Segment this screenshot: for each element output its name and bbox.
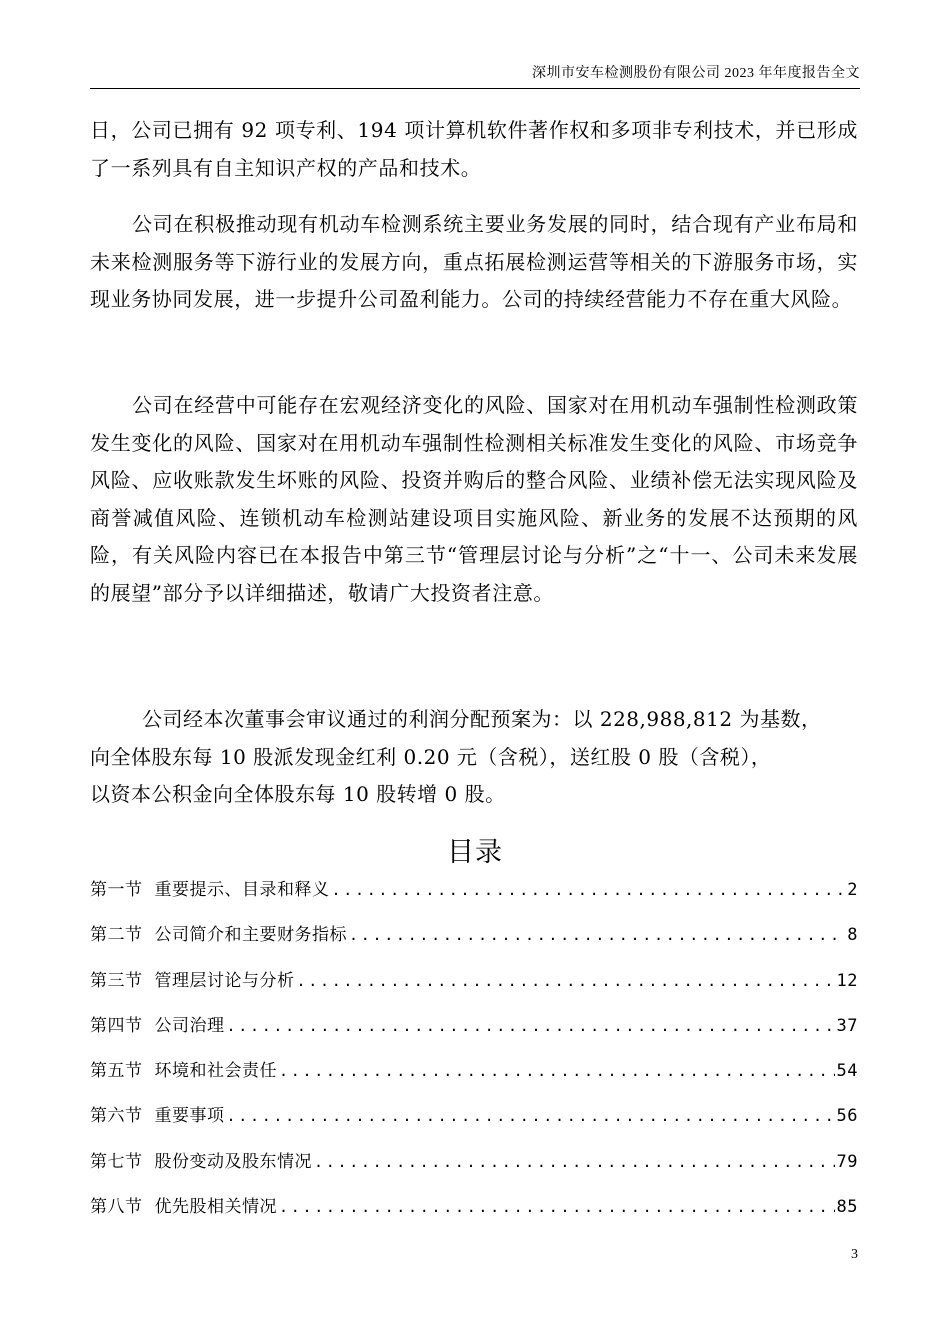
paragraph-profit-distribution: [90, 701, 858, 814]
toc-leader-dots: [227, 1101, 835, 1131]
toc-section-name: 公司简介和主要财务指标: [154, 925, 347, 946]
toc-heading: 目录: [447, 837, 503, 868]
toc-page-number: 85: [836, 1197, 858, 1218]
toc-leader-dots: [332, 875, 846, 905]
toc-page-number: 79: [836, 1151, 858, 1172]
paragraph-business-development: 公司在积极推动现有机动车检测系统主要业务发展的同时，结合现有产业布局和未来检测服务等下游行业的发展方向，重点拓展检测运营等相关的下游服务市场，实现业务协同发展，进一步提升公司盈利能力。公司的持续经营能力不存在重大风险。: [90, 212, 858, 311]
toc-entry[interactable]: [90, 875, 858, 920]
toc-section-name: 环境和社会责任: [154, 1061, 277, 1082]
toc-entry[interactable]: [90, 1101, 858, 1146]
toc-leader-dots: [297, 966, 835, 996]
paragraph-patents: 日，公司已拥有 92 项专利、194 项计算机软件著作权和多项非专利技术，并已形成了一系列具有自主知识产权的产品和技术。: [90, 118, 858, 180]
toc-section-number: 第八节: [90, 1197, 143, 1218]
toc-section-name: 优先股相关情况: [154, 1197, 277, 1218]
toc-section-number: 第三节: [90, 970, 143, 991]
toc-leader-dots: [314, 1147, 835, 1177]
profit-distribution-line-1: 公司经本次董事会审议通过的利润分配预案为：以 228,988,812 为基数，: [142, 707, 822, 731]
toc-entry[interactable]: [90, 1192, 858, 1237]
toc-section-number: 第四节: [90, 1015, 143, 1036]
page-number: 3: [851, 1247, 858, 1262]
toc-section-number: 第五节: [90, 1061, 143, 1082]
toc-section-name: 管理层讨论与分析: [154, 970, 295, 991]
report-title: 深圳市安车检测股份有限公司 2023 年年度报告全文: [532, 66, 860, 81]
toc-entry[interactable]: [90, 966, 858, 1011]
toc-leader-dots: [349, 920, 845, 950]
profit-distribution-line-3: 以资本公积金向全体股东每 10 股转增 0 股。: [90, 782, 506, 806]
toc-entry[interactable]: [90, 1011, 858, 1056]
toc-leader-dots: [279, 1056, 835, 1086]
toc-section-name: 重要提示、目录和释义: [154, 880, 330, 900]
toc-leader-dots: [227, 1011, 835, 1041]
toc-page-number: 37: [836, 1015, 858, 1036]
page-header: [90, 62, 860, 89]
profit-distribution-line-2: 向全体股东每 10 股派发现金红利 0.20 元（含税），送红股 0 股（含税），: [90, 744, 772, 769]
toc-entry[interactable]: [90, 1147, 858, 1192]
toc-leader-dots: [279, 1192, 835, 1222]
toc-entry[interactable]: [90, 1056, 858, 1101]
toc-page-number: 54: [836, 1061, 858, 1082]
toc-section-number: 第七节: [90, 1151, 143, 1172]
table-of-contents: [90, 875, 858, 1237]
toc-section-name: 公司治理: [154, 1015, 225, 1036]
toc-page-number: 8: [847, 925, 858, 946]
toc-entry[interactable]: [90, 920, 858, 965]
toc-page-number: 2: [847, 880, 858, 900]
toc-section-number: 第二节: [90, 925, 143, 946]
toc-section-number: 第一节: [90, 880, 143, 900]
toc-section-number: 第六节: [90, 1106, 143, 1127]
toc-page-number: 56: [836, 1106, 858, 1127]
paragraph-risks: 公司在经营中可能存在宏观经济变化的风险、国家对在用机动车强制性检测政策发生变化的风险、国家对在用机动车强制性检测相关标准发生变化的风险、市场竞争风险、应收账款发生坏账的风险、投资并购后的整合风险、业绩补偿无法实现风险及商誉减值风险、连锁机动车检测站建设项目实施风险、新业务的发展不达预期的风险，有关风险内容已在本报告中第三节“管理层讨论与分析”之“十一、公司未来发展的展望”部分予以详细描述，敬请广大投资者注意。: [90, 393, 858, 605]
toc-section-name: 股份变动及股东情况: [154, 1151, 312, 1172]
toc-page-number: 12: [836, 970, 858, 991]
toc-section-name: 重要事项: [154, 1106, 225, 1127]
